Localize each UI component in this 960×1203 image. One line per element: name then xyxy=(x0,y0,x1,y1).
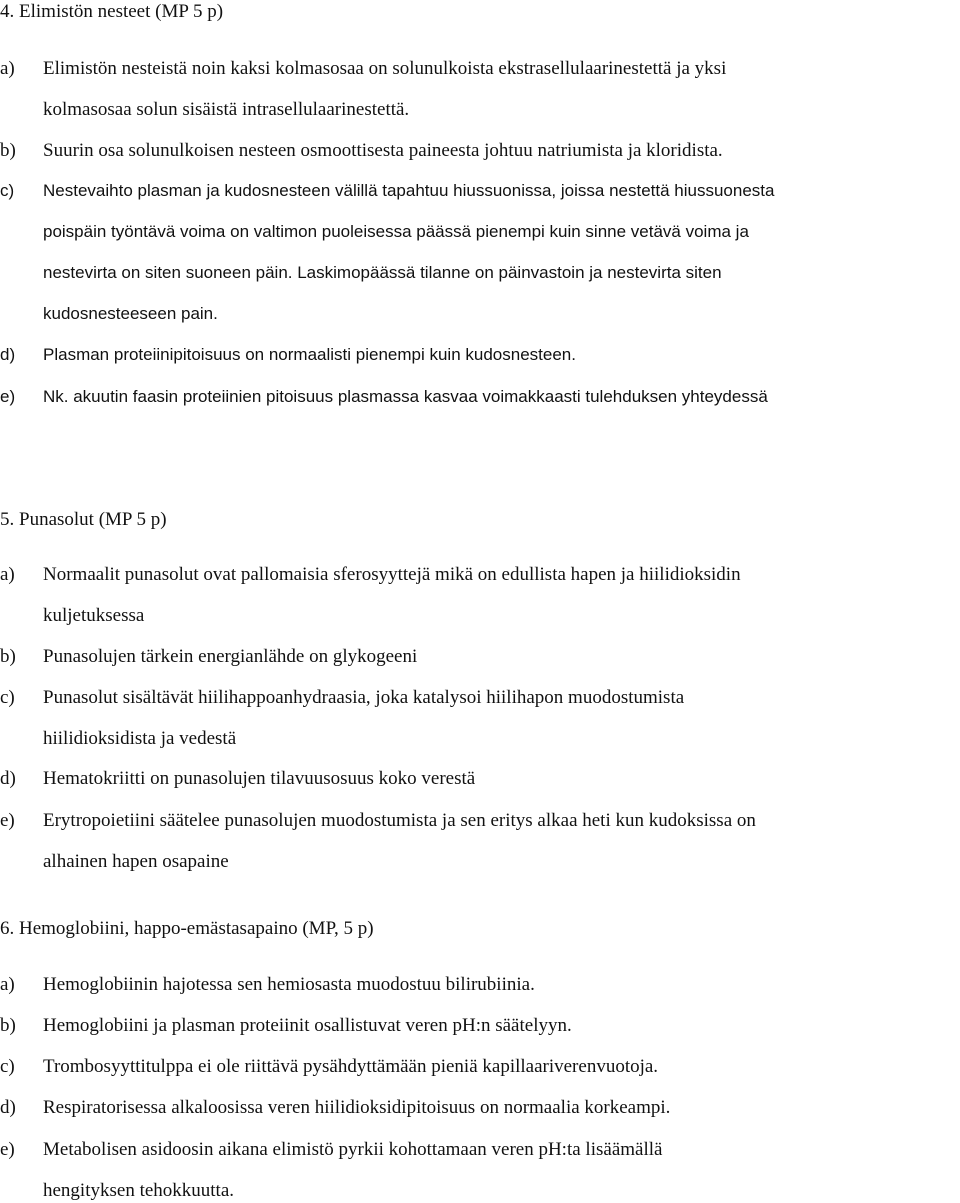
text-line: Nk. akuutin faasin proteiinien pitoisuus plasmassa kasvaa voimakkaasti tulehduksen yhteydessä xyxy=(43,387,768,406)
text-line: kolmasosaa solun sisäistä intrasellulaarinestettä. xyxy=(43,99,410,120)
section-4-heading: 4. Elimistön nesteet (MP 5 p) xyxy=(0,1,224,22)
item-text xyxy=(43,385,958,409)
text-line: hengityksen tehokkuutta. xyxy=(43,1180,235,1201)
item-label: a) xyxy=(0,58,15,79)
text-line: Plasman proteiinipitoisuus on normaalisti pienempi kuin kudosnesteen. xyxy=(43,345,576,364)
item-text xyxy=(43,809,958,874)
text-line: Normaalit punasolut ovat pallomaisia sferosyyttejä mikä on edullista hapen ja hiilidioksidin xyxy=(43,564,741,585)
item-label: e) xyxy=(0,387,16,406)
item-label: a) xyxy=(0,564,15,585)
text-line: Punasolujen tärkein energianlähde on glykogeeni xyxy=(43,646,418,667)
item-label: b) xyxy=(0,1015,16,1036)
item-text xyxy=(43,1014,958,1038)
item-text xyxy=(43,686,958,751)
item-label: b) xyxy=(0,646,16,667)
section-6-heading: 6. Hemoglobiini, happo-emästasapaino (MP, 5 p) xyxy=(0,918,374,939)
text-line: kuljetuksessa xyxy=(43,605,145,626)
item-text xyxy=(43,1138,958,1203)
section-5-heading: 5. Punasolut (MP 5 p) xyxy=(0,509,167,530)
text-line: Erytropoietiini säätelee punasolujen muodostumista ja sen eritys alkaa heti kun kudoksissa on xyxy=(43,810,756,831)
item-text xyxy=(43,343,958,367)
item-label: b) xyxy=(0,140,16,161)
item-label: d) xyxy=(0,1097,16,1118)
text-line: Punasolut sisältävät hiilihappoanhydraasia, joka katalysoi hiilihapon muodostumista xyxy=(43,687,685,708)
text-line: Trombosyyttitulppa ei ole riittävä pysähdyttämään pieniä kapillaariverenvuotoja. xyxy=(43,1056,659,1077)
text-line: Nestevaihto plasman ja kudosnesteen välillä tapahtuu hiussuonissa, joissa nestettä hiussuonesta xyxy=(43,181,775,200)
item-label: d) xyxy=(0,345,16,364)
text-line: kudosnesteeseen pain. xyxy=(43,304,218,323)
item-text xyxy=(43,973,958,997)
text-line: Elimistön nesteistä noin kaksi kolmasosaa on solunulkoista ekstrasellulaarinestettä ja yksi xyxy=(43,58,727,79)
text-line: poispäin työntävä voima on valtimon puoleisessa päässä pienempi kuin sinne vetävä voima ja xyxy=(43,222,749,241)
item-text xyxy=(43,645,958,669)
text-line: Hemoglobiinin hajotessa sen hemiosasta muodostuu bilirubiinia. xyxy=(43,974,535,995)
item-text xyxy=(43,139,958,163)
item-label: c) xyxy=(0,687,15,708)
text-line: Suurin osa solunulkoisen nesteen osmoottisesta paineesta johtuu natriumista ja kloridista. xyxy=(43,140,723,161)
text-line: alhainen hapen osapaine xyxy=(43,851,229,872)
item-label: e) xyxy=(0,810,15,831)
text-line: Respiratorisessa alkaloosissa veren hiilidioksidipitoisuus on normaalia korkeampi. xyxy=(43,1097,671,1118)
text-line: Hematokriitti on punasolujen tilavuusosuus koko verestä xyxy=(43,768,476,789)
item-text xyxy=(43,563,958,628)
item-label: a) xyxy=(0,974,15,995)
item-text xyxy=(43,1055,958,1079)
item-label: c) xyxy=(0,181,15,200)
text-line: Hemoglobiini ja plasman proteiinit osallistuvat veren pH:n säätelyyn. xyxy=(43,1015,572,1036)
text-line: nestevirta on siten suoneen päin. Laskimopäässä tilanne on päinvastoin ja nestevirta siten xyxy=(43,263,722,282)
item-text xyxy=(43,57,958,122)
item-text xyxy=(43,1096,958,1120)
item-text xyxy=(43,179,958,326)
item-label: e) xyxy=(0,1139,15,1160)
item-text xyxy=(43,767,958,791)
text-line: Metabolisen asidoosin aikana elimistö pyrkii kohottamaan veren pH:ta lisäämällä xyxy=(43,1139,663,1160)
text-line: hiilidioksidista ja vedestä xyxy=(43,728,237,749)
item-label: c) xyxy=(0,1056,15,1077)
item-label: d) xyxy=(0,768,16,789)
